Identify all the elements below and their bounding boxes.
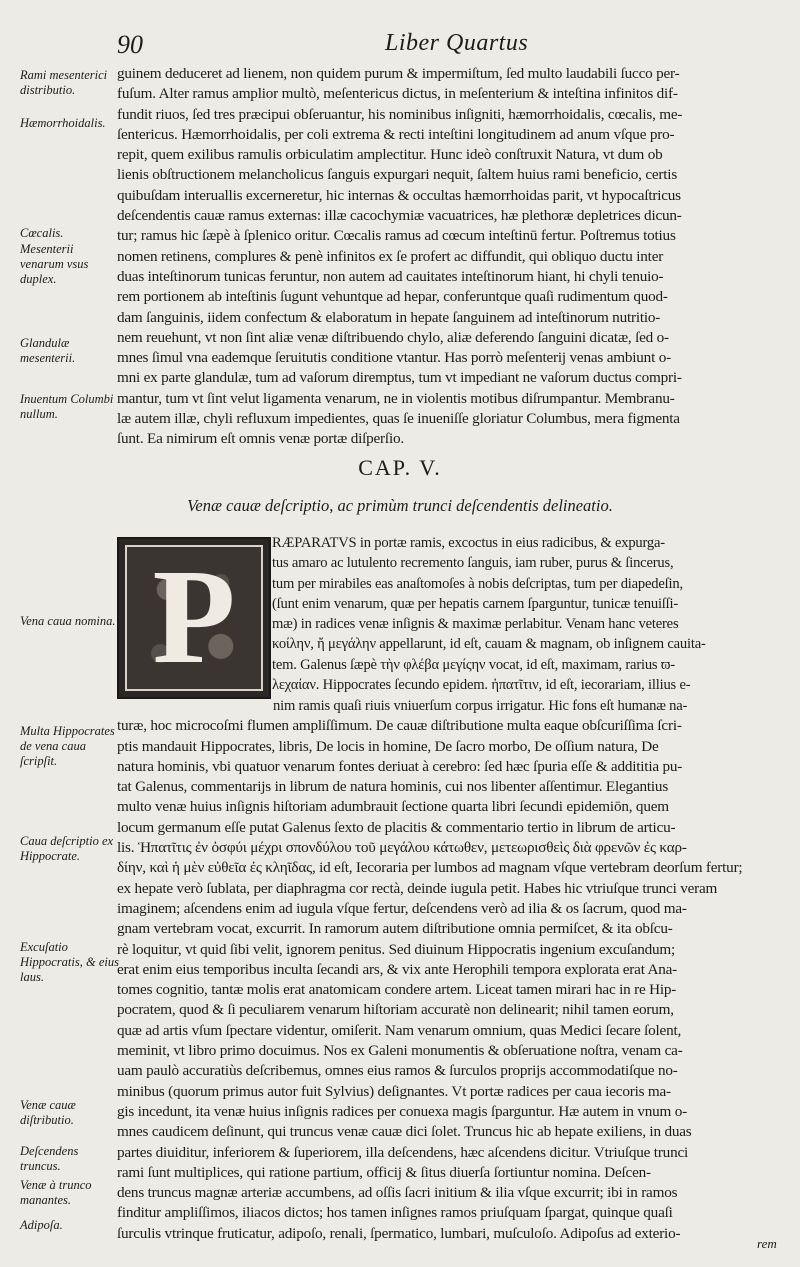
text-line: RÆPARATVS in portæ ramis, excoctus in eius radicibus, & expurga-: [272, 535, 665, 551]
running-head: Liber Quartus: [385, 30, 529, 56]
text-line: tomes cognitio, tantæ molis erat anatomicam condere artem. Liceat tamen mirari hac in re Hip-: [117, 981, 677, 999]
text-line: uam paulò accuratiùs deſcribemus, omnes eius ramos & ſurculos proprijs accommodatiſque no-: [117, 1062, 678, 1080]
top-margin-notes: [20, 64, 120, 424]
margin-note: Mesenterii venarum vsus duplex.: [20, 242, 89, 286]
margin-note: Inuentum Columbi nullum.: [20, 392, 114, 421]
text-line: tat Galenus, commentarijs in librum de natura hominis, cui nos libenter aſſentimur. Elegantius: [117, 778, 669, 796]
text-line: læ autem illæ, chyli refluxum impedientes, quas ſe inueniſſe gloriatur Columbus, mera figmenta: [117, 410, 680, 428]
text-line: fuſum. Alter ramus amplior multò, meſentericus dictus, in meſenterium & inteſtina infinitos dif-: [117, 85, 678, 103]
text-line: mnes caudicem deſinunt, qui truncus venæ cauæ dici ſolet. Truncus hic ab hepate exiliens, in duas: [117, 1123, 692, 1141]
text-line: natura hominis, vbi quatuor venarum fontes deriuat à cerebro: ſed hæc ſpuria eſſe & addititia pu-: [117, 757, 683, 775]
text-line: lis. Ἡπατῖτις ἐν ὀσφύι μέχρι σπονδύλου τοῦ μεγάλου κάτωθεν, μετεωρισθεὶς διὰ φρενῶν ἐς καρ-: [117, 839, 687, 857]
margin-note: Deſcendens truncus.: [20, 1144, 79, 1173]
text-line: λεχαίαν. Hippocrates ſecundo epidem. ἡπατῖτιν, id eſt, iecorariam, illius e-: [272, 677, 691, 694]
chapter-subtitle: Venæ cauæ deſcriptio, ac primùm trunci deſcendentis delineatio.: [187, 496, 613, 515]
text-line: tum per mirabiles eas anaſtomoſes à nobis deſcriptas, tum per diapedeſin,: [272, 575, 683, 592]
margin-note: Rami mesenterici distributio.: [20, 68, 108, 97]
text-line: gnam vertebram vocat, excurrit. In ramorum autem diſtributione omnia permiſcet, & ita obſcu-: [117, 920, 673, 938]
text-line: fundit riuos, ſed tres præcipui obſeruantur, his nominibus inſigniti, hæmorrhoidalis, cœcalis, me-: [117, 105, 683, 123]
chapter-title: CAP. V.: [358, 455, 442, 480]
text-line: imaginem; aſcendens enim ad iugula vſque fertur, deſcendens verò ad ilia & os ſacrum, quod ma-: [117, 899, 687, 917]
text-line: tem. Galenus ſæpè τὴν φλέβα μεγίςην vocat, id eſt, maximam, rarius ϖ-: [272, 656, 675, 673]
text-line: tus amaro ac lutulento recremento ſanguis, iam ruber, purus & ſincerus,: [272, 555, 674, 572]
text-line: dam ſanguinis, iidem confectum & elaboratum in hepate ſanguinem ad inteſtinorum nutritio-: [117, 308, 661, 326]
text-line: meminit, vt libro primo docuimus. Nos ex Galeni monumentis & obſeruatione noſtra, venam ca-: [117, 1042, 683, 1060]
text-line: mnes ſimul vna eademque ſeruitutis conditione vtantur. Has porrò meſenterij venas ambiunt o-: [117, 349, 671, 367]
top-text-block: [117, 64, 785, 450]
text-line: lienis obſtructionem melancholicus ſanguis expurgari nequit, ſaltem huius rami beneficio, certis: [117, 166, 678, 184]
text-line: nem reuehunt, vt non ſint aliæ venæ diſtribuendo chylo, aliæ deferendo ſanguini dicatæ, ſed o-: [117, 328, 669, 346]
text-line: ſunt. Ea nimirum eſt omnis venæ portæ diſperſio.: [117, 430, 404, 448]
text-line: minibus (quorum primus autor fuit Sylvius) deſignantes. Vt portæ radices per caua iecoris ma-: [117, 1082, 671, 1100]
text-line: dens truncus magnæ arteriæ accumbens, ad oſſis ſacri initium & ilia vſque excurrit; ibi in ramos: [117, 1184, 678, 1202]
margin-note: Glandulæ mesenterii.: [20, 336, 76, 365]
text-line: quibuſdam interuallis excerneretur, hic internas & occultas hæmorrhoidas parit, vt hypocaſtricus: [117, 186, 681, 204]
text-line: gis incedunt, ita venæ huius inſignis radices per conuexa magis ſparguntur. Hæ autem in vnum o-: [117, 1102, 687, 1120]
text-line: tur; ramus hic ſæpè à ſplenico oritur. Cœcalis ramus ad cœcum inteſtinū fertur. Poſtremus totius: [117, 227, 676, 245]
text-line: δίην, καὶ ἡ μὲν εὐθεῖα ἐς κληῖδας, id eſt, Iecoraria per lumbos ad magnam vſque vertebram deorſum fertur;: [117, 859, 743, 877]
text-line: κοίλην, ἤ μεγάλην appellarunt, id eſt, cauam & magnam, ob inſignem cauita-: [272, 636, 706, 653]
margin-note: Multa Hippocrates de vena caua ſcripſit.: [20, 724, 115, 768]
margin-note: Caua deſcriptio ex Hippocrate.: [20, 834, 114, 863]
margin-note: Hæmorrhoidalis.: [20, 116, 106, 130]
page-number: 90: [117, 30, 143, 59]
text-line: (ſunt enim venarum, quæ per hepatis carnem ſparguntur, tunicæ tenuiſſi-: [272, 595, 679, 612]
margin-note: Venæ cauæ diſtributio.: [20, 1098, 76, 1127]
text-line: mantur, tum vt ſint velut ligamenta venarum, ne in violentis motibus diſrumpantur. Membranu-: [117, 389, 675, 407]
dropcap-text-block: [272, 533, 787, 695]
text-line: partes diuiditur, inferiorem & ſuperiorem, illa deſcendens, hæc aſcendens dicitur. Vtriuſque trunci: [117, 1143, 689, 1161]
margin-note: Adipoſa.: [20, 1218, 63, 1232]
margin-note: Vena caua nomina.: [20, 614, 116, 628]
text-line: rè loquitur, vt quid ſibi velit, ignorem penitus. Sed diuinum Hippocratis ingenium excuſandum;: [117, 940, 676, 958]
text-line: multo venæ huius inſignis hiſtoriam adumbrauit ſectione quarta libri ſecundi epidemiōn, quem: [117, 798, 669, 816]
text-line: turæ, hoc microcoſmi flumen ampliſſimum. De cauæ diſtributione multa eaque obſcuriſſima ſcri-: [117, 717, 682, 735]
lower-margin-notes: [20, 600, 120, 1240]
text-line: finditur ampliſſimos, iliacos dictos; hos tamen inſignes ramos priuſquam ſpargat, quinque quaſi: [117, 1204, 673, 1222]
text-line: locum germanum eſſe putat Galenus ſexto de placitis & commentario tertio in librum de articu-: [117, 818, 676, 836]
catchword: rem: [757, 1236, 777, 1251]
margin-note: Cœcalis.: [20, 226, 64, 240]
text-line: ex hepate verò ſublata, per diaphragma cor rectà, deinde iugula petit. Habes hic vtriuſque trunci veram: [117, 879, 718, 897]
text-line: rami ſunt multiplices, qui ratione partium, officij & ſitus diuerſa ſortiuntur nomina. Deſcen-: [117, 1163, 651, 1181]
ornamental-initial: [117, 537, 271, 699]
page-header: [0, 26, 800, 66]
text-line: rem portionem ab inteſtinis ſugunt vehuntque ad hepar, conferuntque quaſi rudimentum quod-: [117, 288, 668, 306]
text-line: deſcendentis cauæ ramus externas: illæ cacochymiæ vacuatrices, hæ plethoræ depletrices dicun-: [117, 207, 682, 225]
text-line: duas inteſtinorum tunicas feruntur, non autem ad cauitates inteſtinorum hiant, hi chyli tenuio-: [117, 267, 664, 285]
text-line: erat enim eius temporibus inculta ſecandi ars, & vix ante Herophili tempora explorata erat Ana-: [117, 960, 678, 978]
text-line: repit, quem exilibus ramulis orbiculatim amplectitur. Hunc ideò conſtruxit Natura, vt dum ob: [117, 146, 663, 164]
text-line: quæ ad artis vſum ſpectare videntur, omiſerit. Nam venarum omnium, quas Medici ſecare ſolent,: [117, 1021, 682, 1039]
text-line: pocratem, quod & ſi peculiarem venarum hiſtoriam accuratè non delinearit; nihil tamen eorum,: [117, 1001, 674, 1019]
text-line: mæ) in radices venæ inſignis & maximæ perlabitur. Venam hanc veteres: [272, 616, 679, 633]
text-line: ſentericus. Hæmorrhoidalis, per coli extrema & recti inteſtini longitudinem ad anum vſque pro-: [117, 125, 675, 143]
margin-note: Excuſatio Hippocratis, & eius laus.: [20, 940, 119, 984]
lower-text-block: [117, 696, 785, 1244]
initial-letter: P: [152, 542, 236, 692]
text-line: ptis mandauit Hippocrates, libris, De locis in homine, De ſacro morbo, De oſſium natura, De: [117, 737, 659, 755]
text-line: nomen retinens, complures & penè infinitos ex ſe profert ac diffundit, qui obliquo ductu inter: [117, 247, 664, 265]
text-line: guinem deduceret ad lienem, non quidem purum & impermiſtum, ſed multo laudabili ſucco per-: [117, 65, 680, 82]
text-line: mni ex parte glandulæ, tum ad vaſorum diremptus, tum vt impediant ne vaſorum ductus compri-: [117, 369, 682, 387]
text-line: nim ramis quaſi riuis vniuerſum corpus irrigatur. Hic fons eſt humanæ na-: [273, 698, 688, 714]
margin-note: Venæ à trunco manantes.: [20, 1178, 92, 1207]
text-line: ſurculis vtrinque fruticatur, adipoſo, renali, ſpermatico, lumbari, muſculoſo. Adipoſus ad exterio-: [117, 1224, 681, 1242]
